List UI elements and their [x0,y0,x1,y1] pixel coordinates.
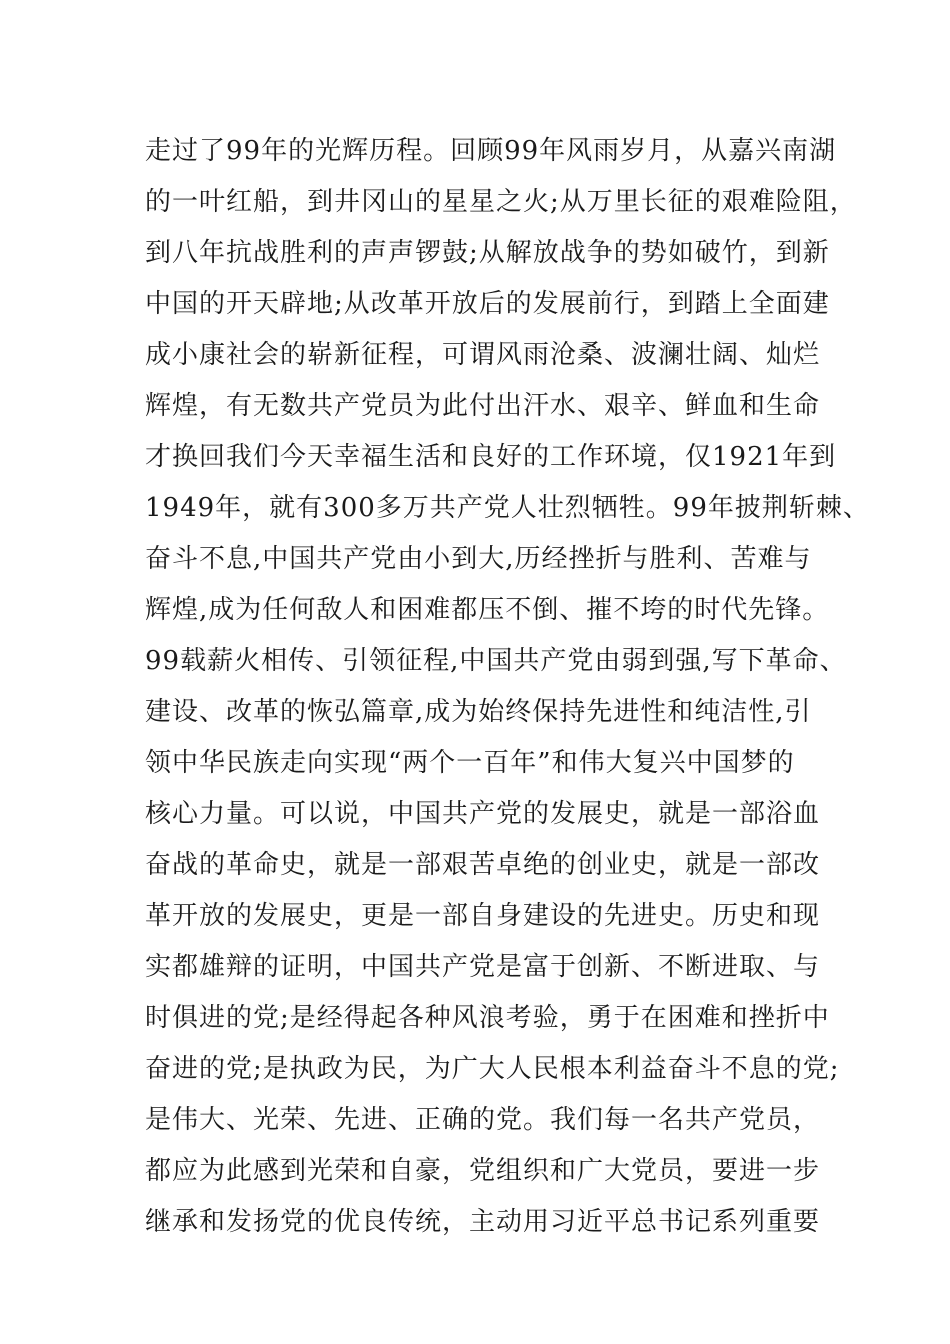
text-line: 都应为此感到光荣和自豪，党组织和广大党员，要进一步 [145,1156,821,1186]
text-line: 99载薪火相传、引领征程,中国共产党由弱到强,写下革命、 [145,646,847,676]
text-line: 奋斗不息,中国共产党由小到大,历经挫折与胜利、苦难与 [145,544,812,574]
text-line: 中国的开天辟地;从改革开放后的发展前行，到踏上全面建 [145,289,830,319]
text-line: 是伟大、光荣、先进、正确的党。我们每一名共产党员， [145,1105,821,1135]
text-line: 继承和发扬党的优良传统，主动用习近平总书记系列重要 [145,1207,821,1237]
text-line: 奋进的党;是执政为民，为广大人民根本利益奋斗不息的党; [145,1054,840,1084]
text-line: 时俱进的党;是经得起各种风浪考验，勇于在困难和挫折中 [145,1003,830,1033]
text-line: 核心力量。可以说，中国共产党的发展史，就是一部浴血 [145,799,821,829]
text-line: 的一叶红船，到井冈山的星星之火;从万里长征的艰难险阻， [145,187,857,217]
text-line: 才换回我们今天幸福生活和良好的工作环境，仅1921年到 [145,442,837,472]
text-line: 建设、改革的恢弘篇章,成为始终保持先进性和纯洁性,引 [145,697,812,727]
text-line: 成小康社会的崭新征程，可谓风雨沧桑、波澜壮阔、灿烂 [145,340,821,370]
text-line: 辉煌，有无数共产党员为此付出汗水、艰辛、鲜血和生命 [145,391,821,421]
text-line: 1949年，就有300多万共产党人壮烈牺牲。99年披荆斩棘、 [145,493,870,523]
text-line: 到八年抗战胜利的声声锣鼓;从解放战争的势如破竹，到新 [145,238,830,268]
document-body [145,126,870,1248]
text-line: 奋战的革命史，就是一部艰苦卓绝的创业史，就是一部改 [145,850,821,880]
text-line: 实都雄辩的证明，中国共产党是富于创新、不断进取、与 [145,952,821,982]
text-line: 走过了99年的光辉历程。回顾99年风雨岁月，从嘉兴南湖 [145,136,837,166]
text-line: 辉煌,成为任何敌人和困难都压不倒、摧不垮的时代先锋。 [145,595,830,625]
text-line: 领中华民族走向实现“两个一百年”和伟大复兴中国梦的 [145,748,795,778]
text-line: 革开放的发展史，更是一部自身建设的先进史。历史和现 [145,901,821,931]
